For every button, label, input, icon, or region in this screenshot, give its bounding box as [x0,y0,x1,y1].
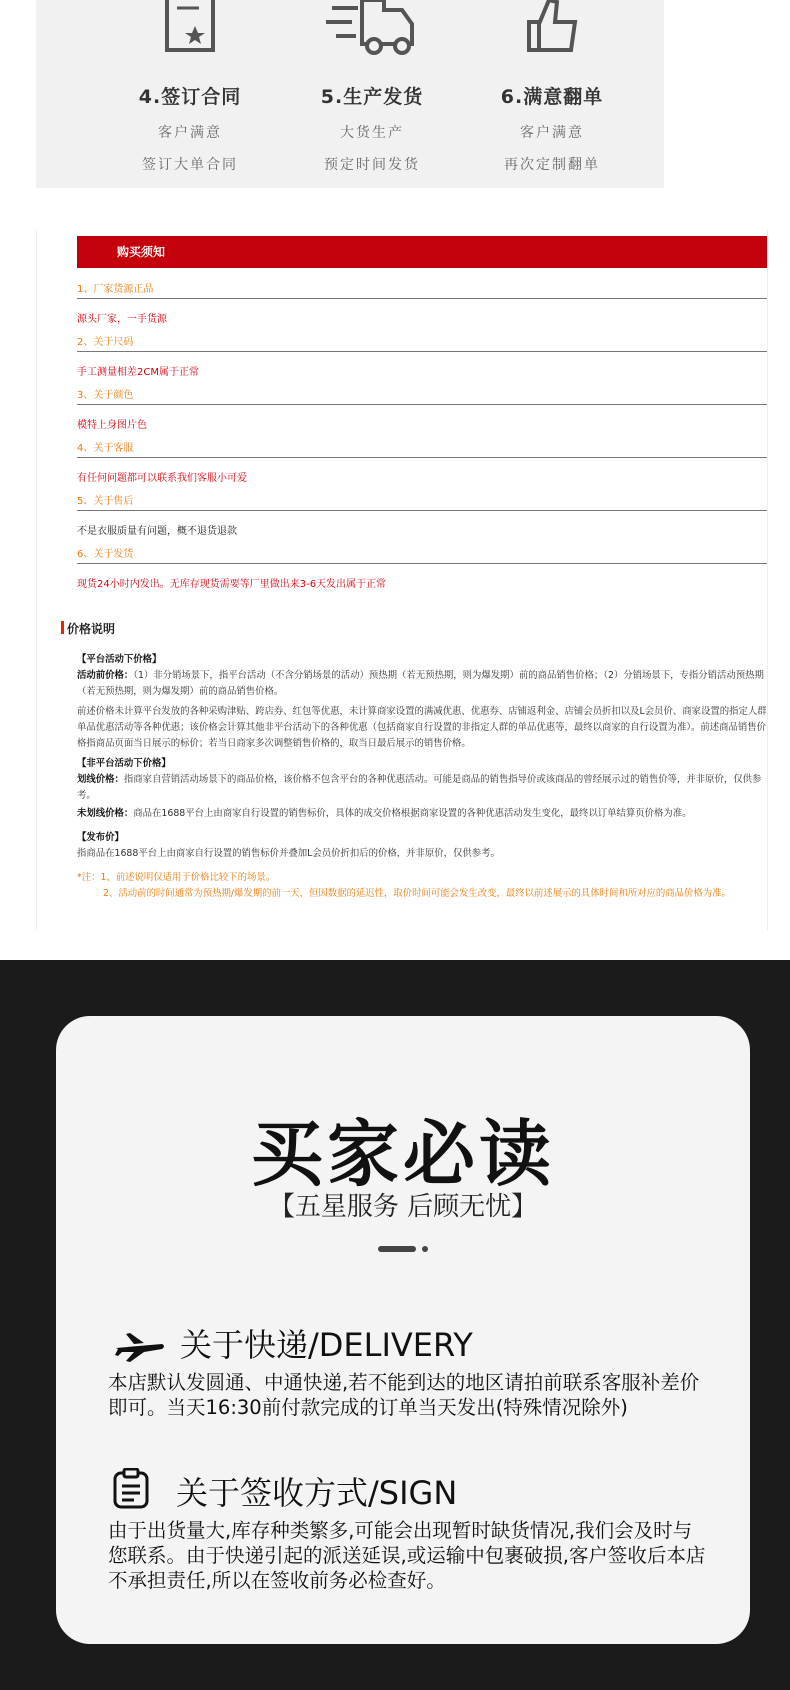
truck-icon [322,0,422,60]
price-section-heading [67,620,115,637]
notice-heading-6: 6、关于发货 [77,549,134,560]
buyer-title: 买家必读 [250,1112,555,1196]
notice-value-5: 不是衣服质量有问题，概不退货退款 [77,526,237,537]
step-line2: 预定时间发货 [324,157,420,173]
sign-title: 关于签收方式/SIGN [176,1474,458,1512]
contract-icon [155,0,225,60]
notice-value-6: 现货24小时内发出。无库存现货需要等厂里做出来3-6天发出属于正常 [77,579,387,590]
price-note-1: *注：1、前述说明仅适用于价格比较下的场景。 [77,872,276,883]
buyer-notice-card [56,1016,750,1644]
price-heading-text: 价格说明 [67,622,116,636]
delivery-title: 关于快递/DELIVERY [180,1326,473,1364]
notice-heading-5: 5、关于售后 [77,496,134,507]
notice-value-3: 模特上身图片色 [77,420,147,431]
step-line1: 客户满意 [520,125,584,141]
notice-heading-1: 1、厂家货源正品 [77,284,154,295]
divider [77,457,767,458]
step-title: 4.签订合同 [138,86,242,108]
step-line2: 再次定制翻单 [504,157,600,173]
step-line1: 大货生产 [340,125,404,141]
process-steps-panel [36,0,664,188]
non-platform-price-block [77,756,767,804]
thumbs-up-icon [517,0,587,60]
publish-price-block [77,830,767,862]
buyer-subtitle: 【五星服务 后顾无忧】 [268,1192,538,1222]
divider [77,563,767,564]
nostrike-price-text: 商品在1688平台上由商家自行设置的销售标价，具体的成交价格根据商家设置的各种优惠活动发生变化，最终以订单结算页价格为准。 [133,808,692,819]
notice-heading-4: 4、关于客服 [77,443,134,454]
nonplatform-title: 【非平台活动下价格】 [77,758,171,769]
notice-header: 购买须知 [117,245,166,259]
divider [77,351,767,352]
notice-value-1: 源头厂家，一手货源 [77,314,167,325]
nostrike-price-label: 未划线价格： [77,808,134,819]
strike-price-text: 指商家自营销活动场景下的商品价格，该价格不包含平台的各种优惠活动。可能是商品的销售指导价或该商品的曾经展示过的销售价等，并非原价，仅供参考。 [77,774,762,801]
notice-value-2: 手工测量相差2CM属于正常 [77,367,199,378]
publish-title: 【发布价】 [77,832,124,843]
notice-heading-3: 3、关于颜色 [77,390,134,401]
divider [77,298,767,299]
divider [77,510,767,511]
step-title: 6.满意翻单 [500,86,604,108]
airplane-icon [114,1330,166,1362]
strike-price-label: 划线价格： [77,774,124,785]
platform-price-block [77,652,767,700]
step-line2: 签订大单合同 [142,157,238,173]
clipboard-icon [112,1468,152,1510]
platform-title: 【平台活动下价格】 [77,654,162,665]
step-title: 5.生产发货 [320,86,424,108]
divider-dot [422,1246,428,1252]
delivery-text: 本店默认发圆通、中通快递,若不能到达的地区请拍前联系客服补差价即可。当天16:30前付款完成的订单当天发出(特殊情况除外) [108,1371,700,1419]
heading-marker [61,621,64,634]
sign-text: 由于出货量大,库存种类繁多,可能会出现暂时缺货情况,我们会及时与您联系。由于快递引起的派送延误,或运输中包裹破损,客户签收后本店不承担责任,所以在签收前务必检查好。 [108,1519,706,1592]
notice-header-bar [77,236,767,268]
pre-price-text: （1）非分销场景下，指平台活动（不含分销场景的活动）预热期（若无预热期，则为爆发期）前的商品销售价格；（2）分销场景下，专指分销活动预热期（若无预热期，则为爆发期）前的商品销售价格。 [77,670,764,697]
divider-dash [378,1246,416,1252]
publish-text: 指商品在1688平台上由商家自行设置的销售标价并叠加L会员价折扣后的价格，并非原价，仅供参考。 [77,848,500,859]
pre-price-label: 活动前价格： [77,670,134,681]
purchase-notice-section [36,230,768,930]
no-strike-price-block [77,806,767,822]
pre-price-note: 前述价格未计算平台发放的各种采购津贴、跨店券、红包等优惠，未计算商家设置的满减优惠、优惠券、店铺返利金、店铺会员折扣以及L会员价、商家设置的指定人群单品优惠活动等各种优惠；该价格会计算其他非平台活动下的各种优惠（包括商家自行设置的非指定人群的单品优惠等，最终以商家的自行设置为准）。前述商品销售价格指商品页面当日展示的标价；若当日商家多次调整销售价格的，取当日最后展示的销售价格。 [77,706,767,749]
divider [77,404,767,405]
notice-value-4: 有任何问题都可以联系我们客服小可爱 [77,473,247,484]
notice-heading-2: 2、关于尺码 [77,337,134,348]
price-note-2: 2、活动前的时间通常为预热期/爆发期的前一天，但因数据的延迟性，取价时间可能会发生改变，最终以前述展示的具体时间和所对应的商品价格为准。 [103,888,731,899]
step-line1: 客户满意 [158,125,222,141]
